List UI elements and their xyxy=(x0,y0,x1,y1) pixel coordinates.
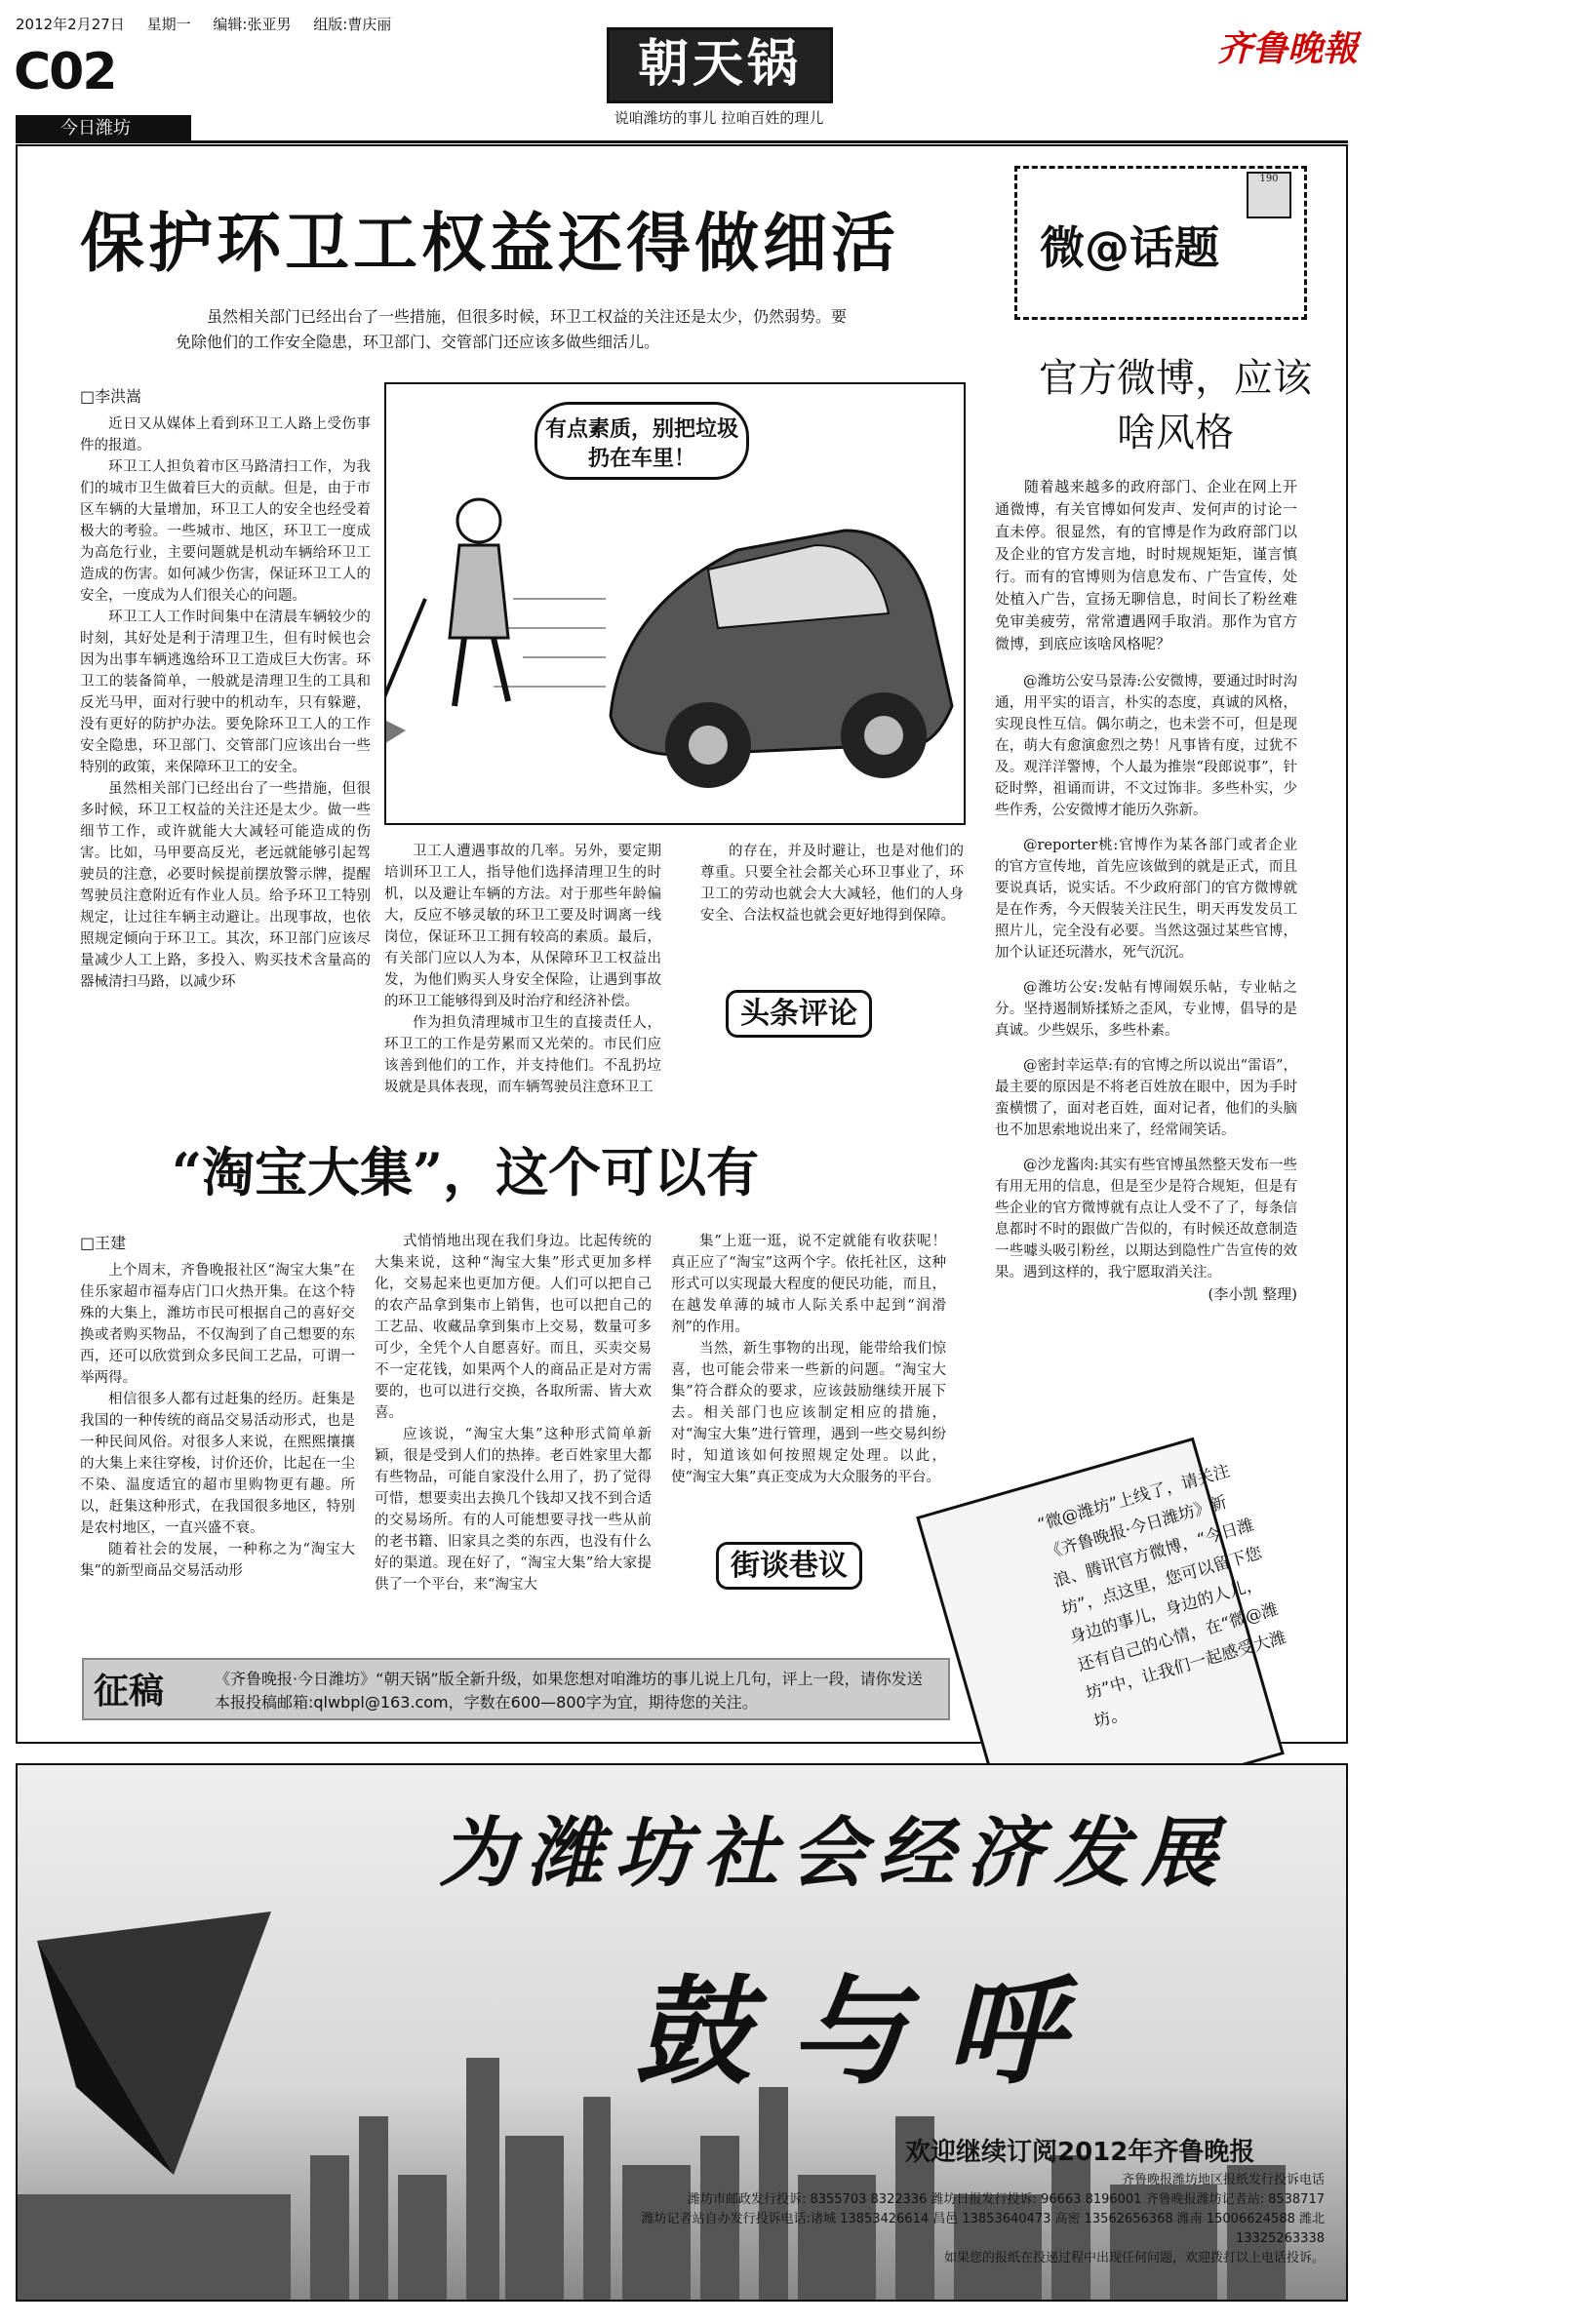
main-col3 xyxy=(700,841,964,926)
paragraph: 作为担负清理城市卫生的直接责任人，环卫工的工作是劳累而又光荣的。市民们应该善到他们的工作，并支持他们。不乱扔垃圾就是具体表现，而车辆驾驶员注意环卫工 xyxy=(384,1015,661,1095)
paragraph: 虽然相关部门已经出台了一些措施，但很多时候，环卫工权益的关注还是太少。做一些细节工作，或许就能大大减轻可能造成的伤害。比如，马甲要高反光，老远就能够引起驾驶员的注意，必要时候提前摆放警示牌，提醒驾驶员注意附近有作业人员。给予环卫工特别规定，让过往车辆主动避让。出现事故，也依照规定倾向于环卫工。其次，环卫部门应该尽量减少人工上路，多投入、购买技术含量高的器械清扫马路，以减少环 xyxy=(80,781,371,990)
stamp-number: 190 xyxy=(1259,174,1279,184)
submission-label: 征稿 xyxy=(94,1671,165,1712)
taobao-col2 xyxy=(375,1231,652,1595)
paragraph: 环卫工人工作时间集中在清晨车辆较少的时刻，其好处是利于清理卫生，但有时候也会因为出事车辆逃逸给环卫工造成巨大伤害。环卫工的装备简单，一般就是清理卫生的工具和反光马甲，面对行驶中的机动车，只有躲避，没有更好的防护办法。要免除环卫工人的工作安全隐患，环卫部门、交管部门应该出台一些特别的政策，来保障环卫工的安全。 xyxy=(80,610,371,775)
ad-info-line: 潍坊记者站自办发行投诉电话:诸城 13853426614 昌邑 13853640473 高密 13562656368 潍南 15006624588 潍北 13325263338 xyxy=(641,2212,1325,2246)
weibo-comment: @沙龙酱肉:其实有些官博虽然整天发布一些有用无用的信息，但是至少是符合规矩，但是有些企业的官方微博就有点让人受不了了，每条信息都时不时的跟做广告似的，有时候还故意制造一些噱头吸引粉丝，以期达到隐性广告宣传的效果。遇到这样的，我宁愿取消关注。 xyxy=(995,1158,1297,1280)
paragraph: 随着社会的发展，一种称之为“淘宝大集”的新型商品交易活动形 xyxy=(80,1542,355,1579)
editor: 编辑:张亚男 xyxy=(213,16,292,33)
section-label: 今日潍坊 xyxy=(16,115,191,142)
date: 2012年2月27日 xyxy=(16,16,125,33)
main-lead: 虽然相关部门已经出台了一些措施，但很多时候，环卫工权益的关注还是太少，仍然弱势。要免除他们的工作安全隐患，环卫部门、交管部门还应该多做些细活儿。 xyxy=(176,307,848,351)
ad-contact-info xyxy=(564,2171,1325,2268)
paragraph: 近日又从媒体上看到环卫工人路上受伤事件的报道。 xyxy=(80,416,371,453)
main-byline: □李洪嵩 xyxy=(80,387,142,406)
paragraph: 相信很多人都有过赶集的经历。赶集是我国的一种传统的商品交易活动形式，也是一种民间风俗。对很多人来说，在熙熙攘攘的大集上来往穿梭，讨价还价，比起在一尘不染、温度适宜的超市里购物更有趣。所以，赶集这种形式，在我国很多地区，特别是农村地区，一直兴盛不衰。 xyxy=(80,1392,355,1536)
paragraph: 的存在，并及时避让，也是对他们的尊重。只要全社会都关心环卫事业了，环卫工的劳动也就会大大减轻，他们的人身安全、合法权益也就会更好地得到保障。 xyxy=(700,844,964,924)
layout-editor: 组版:曹庆丽 xyxy=(313,16,392,33)
ad-slogan-line1: 为潍坊社会经济发展 xyxy=(439,1809,1230,1898)
header-rule xyxy=(16,140,1348,143)
weekday: 星期一 xyxy=(146,16,191,33)
paragraph: 应该说，“淘宝大集”这种形式简单新颖，很是受到人们的热捧。老百姓家里大都有些物品，可能自家没什么用了，扔了觉得可惜，想要卖出去换几个钱却又找不到合适的交易场所。有的人可能想要寻找一些从前的老书籍、旧家具之类的东西，也没有什么好的渠道。现在好了，“淘宝大集”给大家提供了一个平台，来“淘宝大 xyxy=(375,1427,652,1593)
paper-brand: 齐鲁晚報 xyxy=(1217,28,1359,69)
notebook-text: “微@潍坊”上线了，请关注《齐鲁晚报·今日潍坊》新浪、腾讯官方微博，“今日潍坊”，点这里，您可以留下您身边的事儿，身边的人儿，还有自己的心情，在“微@潍坊”中，让我们一起感受大潍坊。 xyxy=(1035,1461,1288,1732)
comment-stamp-label: 头条评论 xyxy=(726,990,872,1038)
headline-comment-stamp xyxy=(726,989,872,1032)
ad-subtitle: 欢迎继续订阅2012年齐鲁晚报 xyxy=(905,2138,1255,2167)
weibo-comment: @潍坊公安:发帖有博闹娱乐帖，专业帖之分。坚持遏制矫揉矫之歪风，专业博，倡导的是真诚。少些娱乐，多些朴素。 xyxy=(995,980,1297,1039)
street-talk-stamp xyxy=(716,1541,862,1584)
paragraph: 卫工人遭遇事故的几率。另外，要定期培训环卫工人，指导他们选择清理卫生的时机，以及避让车辆的方法。对于那些年龄偏大，反应不够灵敏的环卫工要及时调离一线岗位，保证环卫工拥有较高的素质。最后，有关部门应以人为本，从保障环卫工权益出发，为他们购买人身安全保险，让遇到事故的环卫工能够得到及时治疗和经济补偿。 xyxy=(384,844,661,1009)
column-logo: 朝天锅 xyxy=(607,27,833,103)
header-meta xyxy=(16,14,409,34)
stamp-icon xyxy=(1247,172,1291,218)
paragraph: 式悄悄地出现在我们身边。比起传统的大集来说，这种“淘宝大集”形式更加多样化，交易起来也更加方便。人们可以把自己的农产品拿到集市上销售，也可以把自己的工艺品、收藏品拿到集市上交易，数量可多可少，全凭个人自愿喜好。而且，买卖交易不一定花钱，如果两个人的商品正是对方需要的，也可以进行交换，各取所需、皆大欢喜。 xyxy=(375,1234,652,1421)
main-col2 xyxy=(384,841,661,1098)
ad-slogan-line2: 鼓与呼 xyxy=(634,1963,1102,2101)
taobao-byline: □王建 xyxy=(80,1234,127,1252)
taobao-col1 xyxy=(80,1260,355,1582)
street-talk-label: 街谈巷议 xyxy=(716,1542,862,1590)
weibo-topic-title: 微@话题 xyxy=(1040,221,1219,274)
weibo-comment: @密封幸运草:有的官博之所以说出“雷语”，最主要的原因是不将老百姓放在眼中，因为手时蛮横惯了，面对老百姓，面对记者，他们的头脑也不加思索地说出来了，经常闹笑话。 xyxy=(995,1058,1297,1138)
taobao-col3 xyxy=(671,1231,946,1488)
ad-info-line: 如果您的报纸在投递过程中出现任何问题，欢迎拨打以上电话投诉。 xyxy=(943,2251,1325,2265)
weibo-editor-note: (李小凯 整理) xyxy=(1208,1285,1297,1303)
weibo-comment: @潍坊公安马景涛:公安微博，要通过时时沟通，用平实的语言，朴实的态度，真诚的风格，实现良性互信。偶尔萌之，也未尝不可，但是现在，萌大有愈演愈烈之势！凡事皆有度，过犹不及。观洋洋警博，个人最为推崇“段郎说事”，针砭时弊，祖诵而讲，不文过饰非。多些朴实，少些作秀，公安微博才能历久弥新。 xyxy=(995,674,1297,818)
paragraph: 环卫工人担负着市区马路清扫工作，为我们的城市卫生做着巨大的贡献。但是，由于市区车辆的大量增加，环卫工人的安全也经受着极大的考验。一些城市、地区，环卫工一度成为高危行业，主要问题就是机动车辆给环卫工造成的伤害。如何减少伤害，保证环卫工人的安全，一度成为人们很关心的问题。 xyxy=(80,459,371,604)
weibo-intro: 随着越来越多的政府部门、企业在网上开通微博，有关官博如何发声、发何声的讨论一直未停。很显然，有的官博是作为政府部门以及企业的官方发言地，时时规规矩矩，谨言慎行。而有的官博则为信息发布、广告宣传，处处植入广告，宣扬无聊信息，时间长了粉丝难免审美疲劳，常常遭遇网手取消。那作为官方微博，到底应该啥风格呢？ xyxy=(995,478,1297,652)
column-tagline: 说咱潍坊的事儿 拉咱百姓的理儿 xyxy=(614,109,824,127)
main-col1 xyxy=(80,414,371,993)
weibo-headline: 官方微博，应该啥风格 xyxy=(1039,356,1312,455)
cartoon-speech-bubble: 有点素质，别把垃圾扔在车里！ xyxy=(535,402,749,480)
ad-info-line: 齐鲁晚报潍坊地区报纸发行投诉电话 xyxy=(1121,2173,1325,2187)
page-code: C02 xyxy=(14,43,116,101)
taobao-headline: “淘宝大集”，这个可以有 xyxy=(172,1141,760,1203)
weibo-body xyxy=(995,476,1297,1304)
submission-text: 《齐鲁晚报·今日潍坊》“朝天锅”版全新升级，如果您想对咱潍坊的事儿说上几句，评上一段，请你发送本报投稿邮箱:qlwbpl@163.com，字数在600—800字为宜，期待您的关注。 xyxy=(215,1670,923,1712)
paragraph: 当然，新生事物的出现，能带给我们惊喜，也可能会带来一些新的问题。“淘宝大集”符合群众的要求，应该鼓励继续开展下去。相关部门也应该制定相应的措施，对“淘宝大集”进行管理，遇到一些交易纠纷时，知道该如何按照规定处理。以此，使“淘宝大集”真正变成为大众服务的平台。 xyxy=(671,1341,946,1485)
paragraph: 集”上逛一逛，说不定就能有收获呢！真正应了“淘宝”这两个字。依托社区，这种形式可以实现最大程度的便民功能，而且，在越发单薄的城市人际关系中起到“润滑剂”的作用。 xyxy=(671,1234,946,1335)
ad-info-line: 潍坊市邮政发行投诉: 8355703 8322336 潍坊日报发行投诉: 96663 8196001 齐鲁晚报潍坊记者站: 8538717 xyxy=(687,2192,1325,2207)
paragraph: 上个周末，齐鲁晚报社区“淘宝大集”在佳乐家超市福寿店门口火热开集。在这个特殊的大集上，潍坊市民可根据自己的喜好交换或者购买物品，不仅淘到了自己想要的东西，还可以欣赏到众多民间工艺品，可谓一举两得。 xyxy=(80,1263,355,1386)
main-headline: 保护环卫工权益还得做细活 xyxy=(80,205,899,281)
weibo-comment: @reporter桃:官博作为某各部门或者企业的官方宣传地，首先应该做到的就是正式，而且要说真话，说实话。不少政府部门的官方微博就是在作秀，今天假装关注民生，明天再发发员工照片儿，完全没有必要。当然这强过某些官博，加个认证还玩潜水，死气沉沉。 xyxy=(995,838,1297,961)
